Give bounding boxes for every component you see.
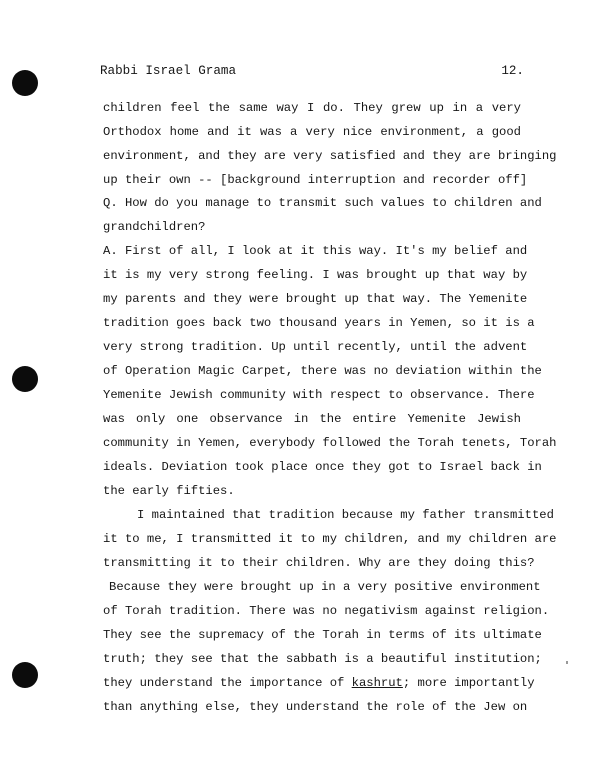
text-line: than anything else, they understand the role of the Jew on	[103, 700, 528, 714]
text-line: it is my very strong feeling. I was brought up that way by	[103, 268, 528, 282]
binder-hole-top	[12, 70, 38, 96]
text-line: truth; they see that the sabbath is a beautiful institution;	[103, 652, 542, 666]
text-line: my parents and they were brought up that way. The Yemenite	[103, 292, 528, 306]
text-line: of Operation Magic Carpet, there was no deviation within the	[103, 364, 542, 378]
text-line: ideals. Deviation took place once they got to Israel back in	[103, 460, 542, 474]
answer-line: A. First of all, I look at it this way. It's my belief and	[103, 244, 528, 258]
text-line: of Torah tradition. There was no negativism against religion.	[103, 604, 550, 618]
text-line: grandchildren?	[103, 220, 206, 234]
text-fragment: they understand the importance of	[103, 676, 352, 690]
text-line: it to me, I transmitted it to my children, and my children are	[103, 532, 557, 546]
scan-speck	[566, 661, 568, 664]
text-line: up their own -- [background interruption and recorder off]	[103, 173, 528, 187]
text-line-with-underline	[103, 675, 535, 691]
binder-hole-middle	[12, 366, 38, 392]
text-fragment: ; more importantly	[402, 676, 535, 690]
text-line: transmitting it to their children. Why are they doing this?	[103, 556, 535, 570]
text-line: community in Yemen, everybody followed the Torah tenets, Torah	[103, 436, 557, 450]
text-line: children feel the same way I do. They grew up in a very	[103, 101, 521, 115]
text-line: very strong tradition. Up until recently, until the advent	[103, 340, 528, 354]
text-line: Because they were brought up in a very positive environment	[109, 580, 541, 594]
page-header-title: Rabbi Israel Grama	[100, 64, 237, 78]
page-number: 12.	[501, 64, 524, 78]
text-line: tradition goes back two thousand years in Yemen, so it is a	[103, 316, 535, 330]
text-line: They see the supremacy of the Torah in terms of its ultimate	[103, 628, 542, 642]
text-line: environment, and they are very satisfied and they are bringing	[103, 149, 557, 163]
binder-hole-bottom	[12, 662, 38, 688]
paragraph-first-line: I maintained that tradition because my father transmitted	[137, 508, 554, 522]
text-line: Yemenite Jewish community with respect to observance. There	[103, 388, 535, 402]
text-line: was only one observance in the entire Yemenite Jewish	[103, 412, 521, 426]
underlined-term: kashrut	[351, 676, 403, 690]
text-line: the early fifties.	[103, 484, 235, 498]
text-line: Orthodox home and it was a very nice environment, a good	[103, 125, 521, 139]
question-line: Q. How do you manage to transmit such values to children and	[103, 196, 542, 210]
